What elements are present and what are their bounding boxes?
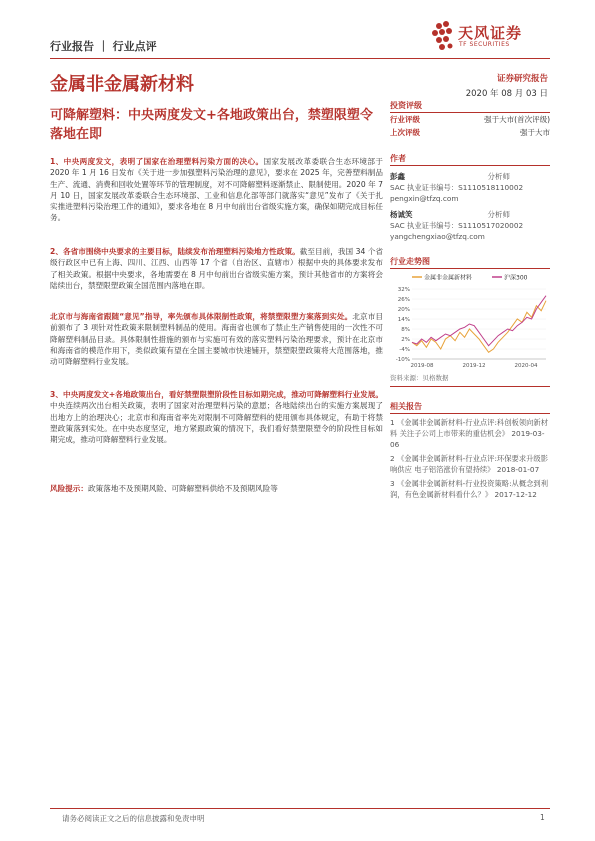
paragraph-1 <box>50 156 383 224</box>
paragraph-heading: 3、中央两度发文+各地政策出台，看好禁塑限塑阶段性目标如期完成，推动可降解塑料行业发展。 <box>50 390 383 399</box>
y-tick-label: -10% <box>395 357 410 363</box>
author-email-link[interactable]: yangchengxiao@tfzq.com <box>390 231 485 241</box>
paragraph-heading: 2、各省市围绕中央要求的主要目标，陆续发布治理塑料污染地方性政策。 <box>50 247 300 256</box>
chart-source: 资料来源：贝格数据 <box>390 374 449 382</box>
logo-text: 天风证券 <box>458 24 523 42</box>
legend-label: 金属非金属新材料 <box>424 274 473 282</box>
risk-note <box>50 483 383 494</box>
footer-divider <box>50 808 550 809</box>
related-title: 相关报告 <box>390 401 550 414</box>
author-card: 彭鑫 分析师 SAC 执业证书编号：S1110518110002 pengxin@tfzq.com <box>390 170 550 204</box>
trend-title: 行业走势图 <box>390 256 550 269</box>
related-report[interactable]: 1 《金属非金属新材料-行业点评:科创板领向新材料 关注子公司上市带来的重估机会》 2019-03-06 <box>390 418 549 449</box>
y-tick-label: 2% <box>401 337 410 343</box>
report-category: 行业报告 ｜ 行业点评 <box>50 40 157 53</box>
author-title: 作者 <box>390 153 550 166</box>
page-title: 金属非金属新材料 <box>50 74 194 95</box>
risk-text: 政策落地不及预期风险、可降解塑料供给不及预期风险等 <box>87 484 278 493</box>
trend-chart <box>390 271 550 371</box>
rating-row: 上次评级 强于大市 <box>390 128 550 137</box>
paragraph-2 <box>50 246 383 291</box>
risk-heading: 风险提示： <box>50 484 88 493</box>
y-tick-label: 26% <box>397 297 410 303</box>
header-divider <box>50 58 550 59</box>
report-label: 证券研究报告 <box>496 74 548 84</box>
footer-disclaimer: 请务必阅读正文之后的信息披露和免责申明 <box>62 814 205 823</box>
x-tick-label: 2019-08 <box>410 363 434 369</box>
y-tick-label: -4% <box>399 347 410 353</box>
section-divider <box>390 386 550 387</box>
paragraph-heading: 1、中央两度发文，表明了国家在治理塑料污染方面的决心。 <box>50 157 264 166</box>
x-tick-label: 2019-12 <box>462 363 486 369</box>
paragraph-text: 中央连续两次出台相关政策，表明了国家对治理塑料污染的意愿；各地陆续出台的实施方案展现了出地方上的治理决心；北京市和海南省率先对限制不可降解塑料的使用颁布具体规定，有助于将禁塑政策落到实处。在中央态度坚定，地方紧跟政策的情况下，我们看好禁塑限塑令的阶段性目标如期完成，推动可降解塑料行业发展。 <box>50 401 383 445</box>
rating-title: 投资评级 <box>390 100 550 113</box>
related-report[interactable]: 2 《金属非金属新材料-行业点评:环保要求升级影响供应 电子铝箔涨价有望持续》 2018-01-07 <box>390 454 549 474</box>
related-report[interactable]: 3 《金属非金属新材料-行业投资策略:从概念到利润，有色金属新材料看什么？》 2017-12-12 <box>390 479 549 499</box>
x-tick-label: 2020-04 <box>514 363 538 369</box>
paragraph-text: 北京市目前颁布了 3 项针对性政策来限制塑料制品的使用。海南省也颁布了禁止生产销售使用的一次性不可降解塑料制品目录。具体限制性措施的颁布与实施可有效的落实塑料污染治理要求，预计在北京市和海南省的模范作用下，类似政策有望在全国主要城市快速铺开，禁塑限塑政策将大范围落地，推动可降解塑料行业发展。 <box>50 312 384 367</box>
page-number: 1 <box>540 813 545 822</box>
author-email-link[interactable]: pengxin@tfzq.com <box>390 193 459 203</box>
y-tick-label: 20% <box>397 307 410 313</box>
sidebar <box>390 100 550 500</box>
paragraph-text: 国家发展改革委联合生态环境部于 2020 年 1 月 16 日发布《关于进一步加强塑料污染治理的意见》，要求在 2025 年，完善塑料制品生产、流通、消费和回收处置等环节的管理制度，对不可降解塑料逐渐禁止、限制使用。2020 年 7 月 10 日，国家发展改革委联合生态环境部、工业和信息化部等部门就落实“意见”发布了《关于扎实推进塑料污染治理工作的通知》，要求各地在 8 月中旬前出台省级实施方案，确保如期完成目标任务。 <box>50 157 384 223</box>
report-date: 2020 年 08 月 03 日 <box>465 89 548 99</box>
series-line <box>412 296 546 346</box>
report-subtitle: 可降解塑料：中央两度发文+各地政策出台，禁塑限塑令落地在即 <box>50 108 373 142</box>
y-tick-label: 8% <box>401 327 410 333</box>
paragraph-heading: 北京市与海南省跟随“意见”指导，率先颁布具体限制性政策，将禁塑限塑方案落到实处。 <box>50 312 353 321</box>
author-card: 杨诚笑 分析师 SAC 执业证书编号：S1110517020002 yangchengxiao@tfzq.com <box>390 208 550 242</box>
paragraph-3 <box>50 311 383 367</box>
paragraph-4 <box>50 389 383 445</box>
y-tick-label: 32% <box>397 287 410 293</box>
y-tick-label: 14% <box>397 317 410 323</box>
series-line <box>412 301 546 353</box>
paragraph-text: 截至目前，我国 34 个省级行政区中已有上海、四川、江西、山西等 17 个省（自治区、直辖市）根据中央的具体要求发布了相关政策。根据中央要求，各地需要在 8 月中旬前出台省级实施方案，预计其他省市的方案将会陆续出台，禁塑限塑政策全国范围内落地在即。 <box>50 247 383 290</box>
logo-subtext: TF SECURITIES <box>459 41 510 48</box>
legend-label: 沪深300 <box>504 274 528 282</box>
rating-row: 行业评级 强于大市(首次评级) <box>390 115 550 124</box>
